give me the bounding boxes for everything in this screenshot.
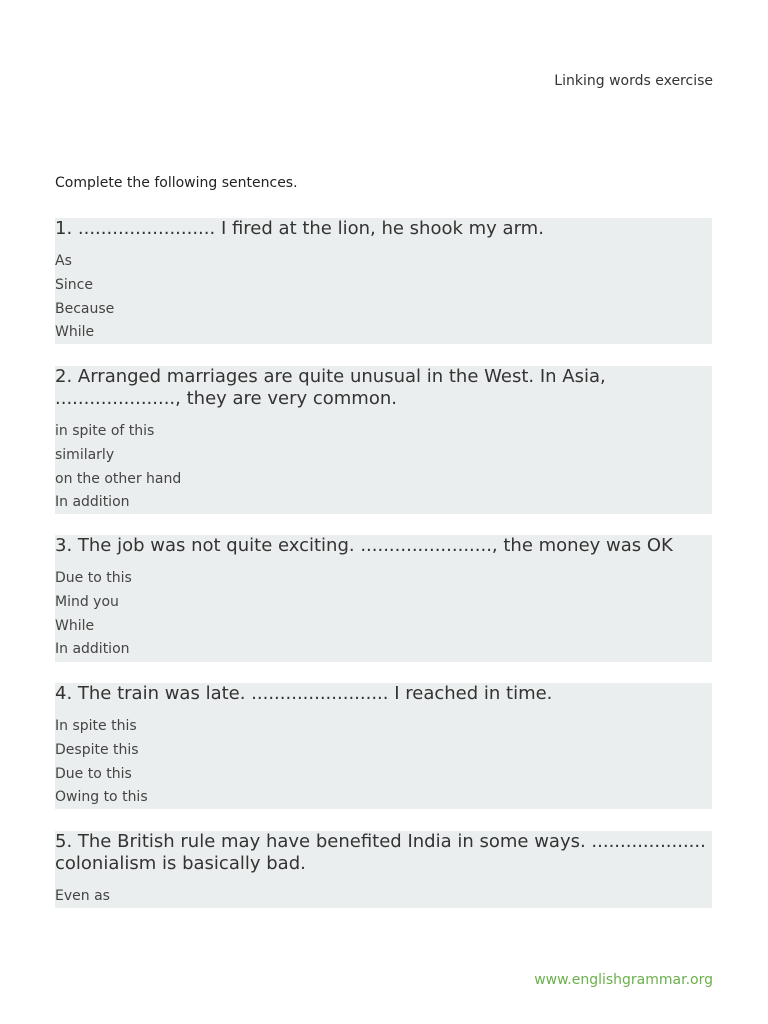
option-item[interactable]: Because [55,300,115,317]
option-item[interactable]: In spite this [55,718,137,734]
option-item[interactable]: Even as [55,888,110,904]
options-list [55,240,712,345]
option-item[interactable]: Mind you [55,593,119,610]
question-text: 1. ........................ I fired at the lion, he shook my arm. [55,218,544,239]
footer-website-link[interactable]: www.englishgrammar.org [534,972,713,988]
question-4 [55,683,712,809]
option-item[interactable]: As [55,253,72,269]
option-item[interactable]: While [55,617,95,634]
option-item[interactable]: in spite of this [55,423,155,439]
question-1 [55,218,712,344]
page-header-title: Linking words exercise [554,73,713,89]
question-5 [55,831,712,908]
option-item[interactable]: Since [55,276,93,293]
instructions-text: Complete the following sentences. [55,175,298,191]
question-text: 4. The train was late. ........................ I reached in time. [55,683,553,704]
options-list [55,705,712,810]
question-2 [55,366,712,514]
option-item[interactable]: Due to this [55,765,132,782]
question-text: 5. The British rule may have benefited India in some ways. .................... colonialism is basically bad. [55,831,706,874]
question-text: 3. The job was not quite exciting. ......................., the money was OK [55,535,673,556]
options-list [55,557,712,662]
option-item[interactable]: In addition [55,494,130,511]
question-3 [55,535,712,662]
question-text: 2. Arranged marriages are quite unusual in the West. In Asia, ....................., they are very common. [55,366,606,409]
option-item[interactable]: Due to this [55,570,132,586]
option-item[interactable]: on the other hand [55,470,182,487]
option-item[interactable]: Owing to this [55,789,148,806]
options-list [55,410,712,515]
options-list [55,875,712,909]
option-item[interactable]: While [55,324,95,341]
option-item[interactable]: In addition [55,641,130,658]
option-item[interactable]: Despite this [55,741,139,758]
option-item[interactable]: similarly [55,446,115,463]
